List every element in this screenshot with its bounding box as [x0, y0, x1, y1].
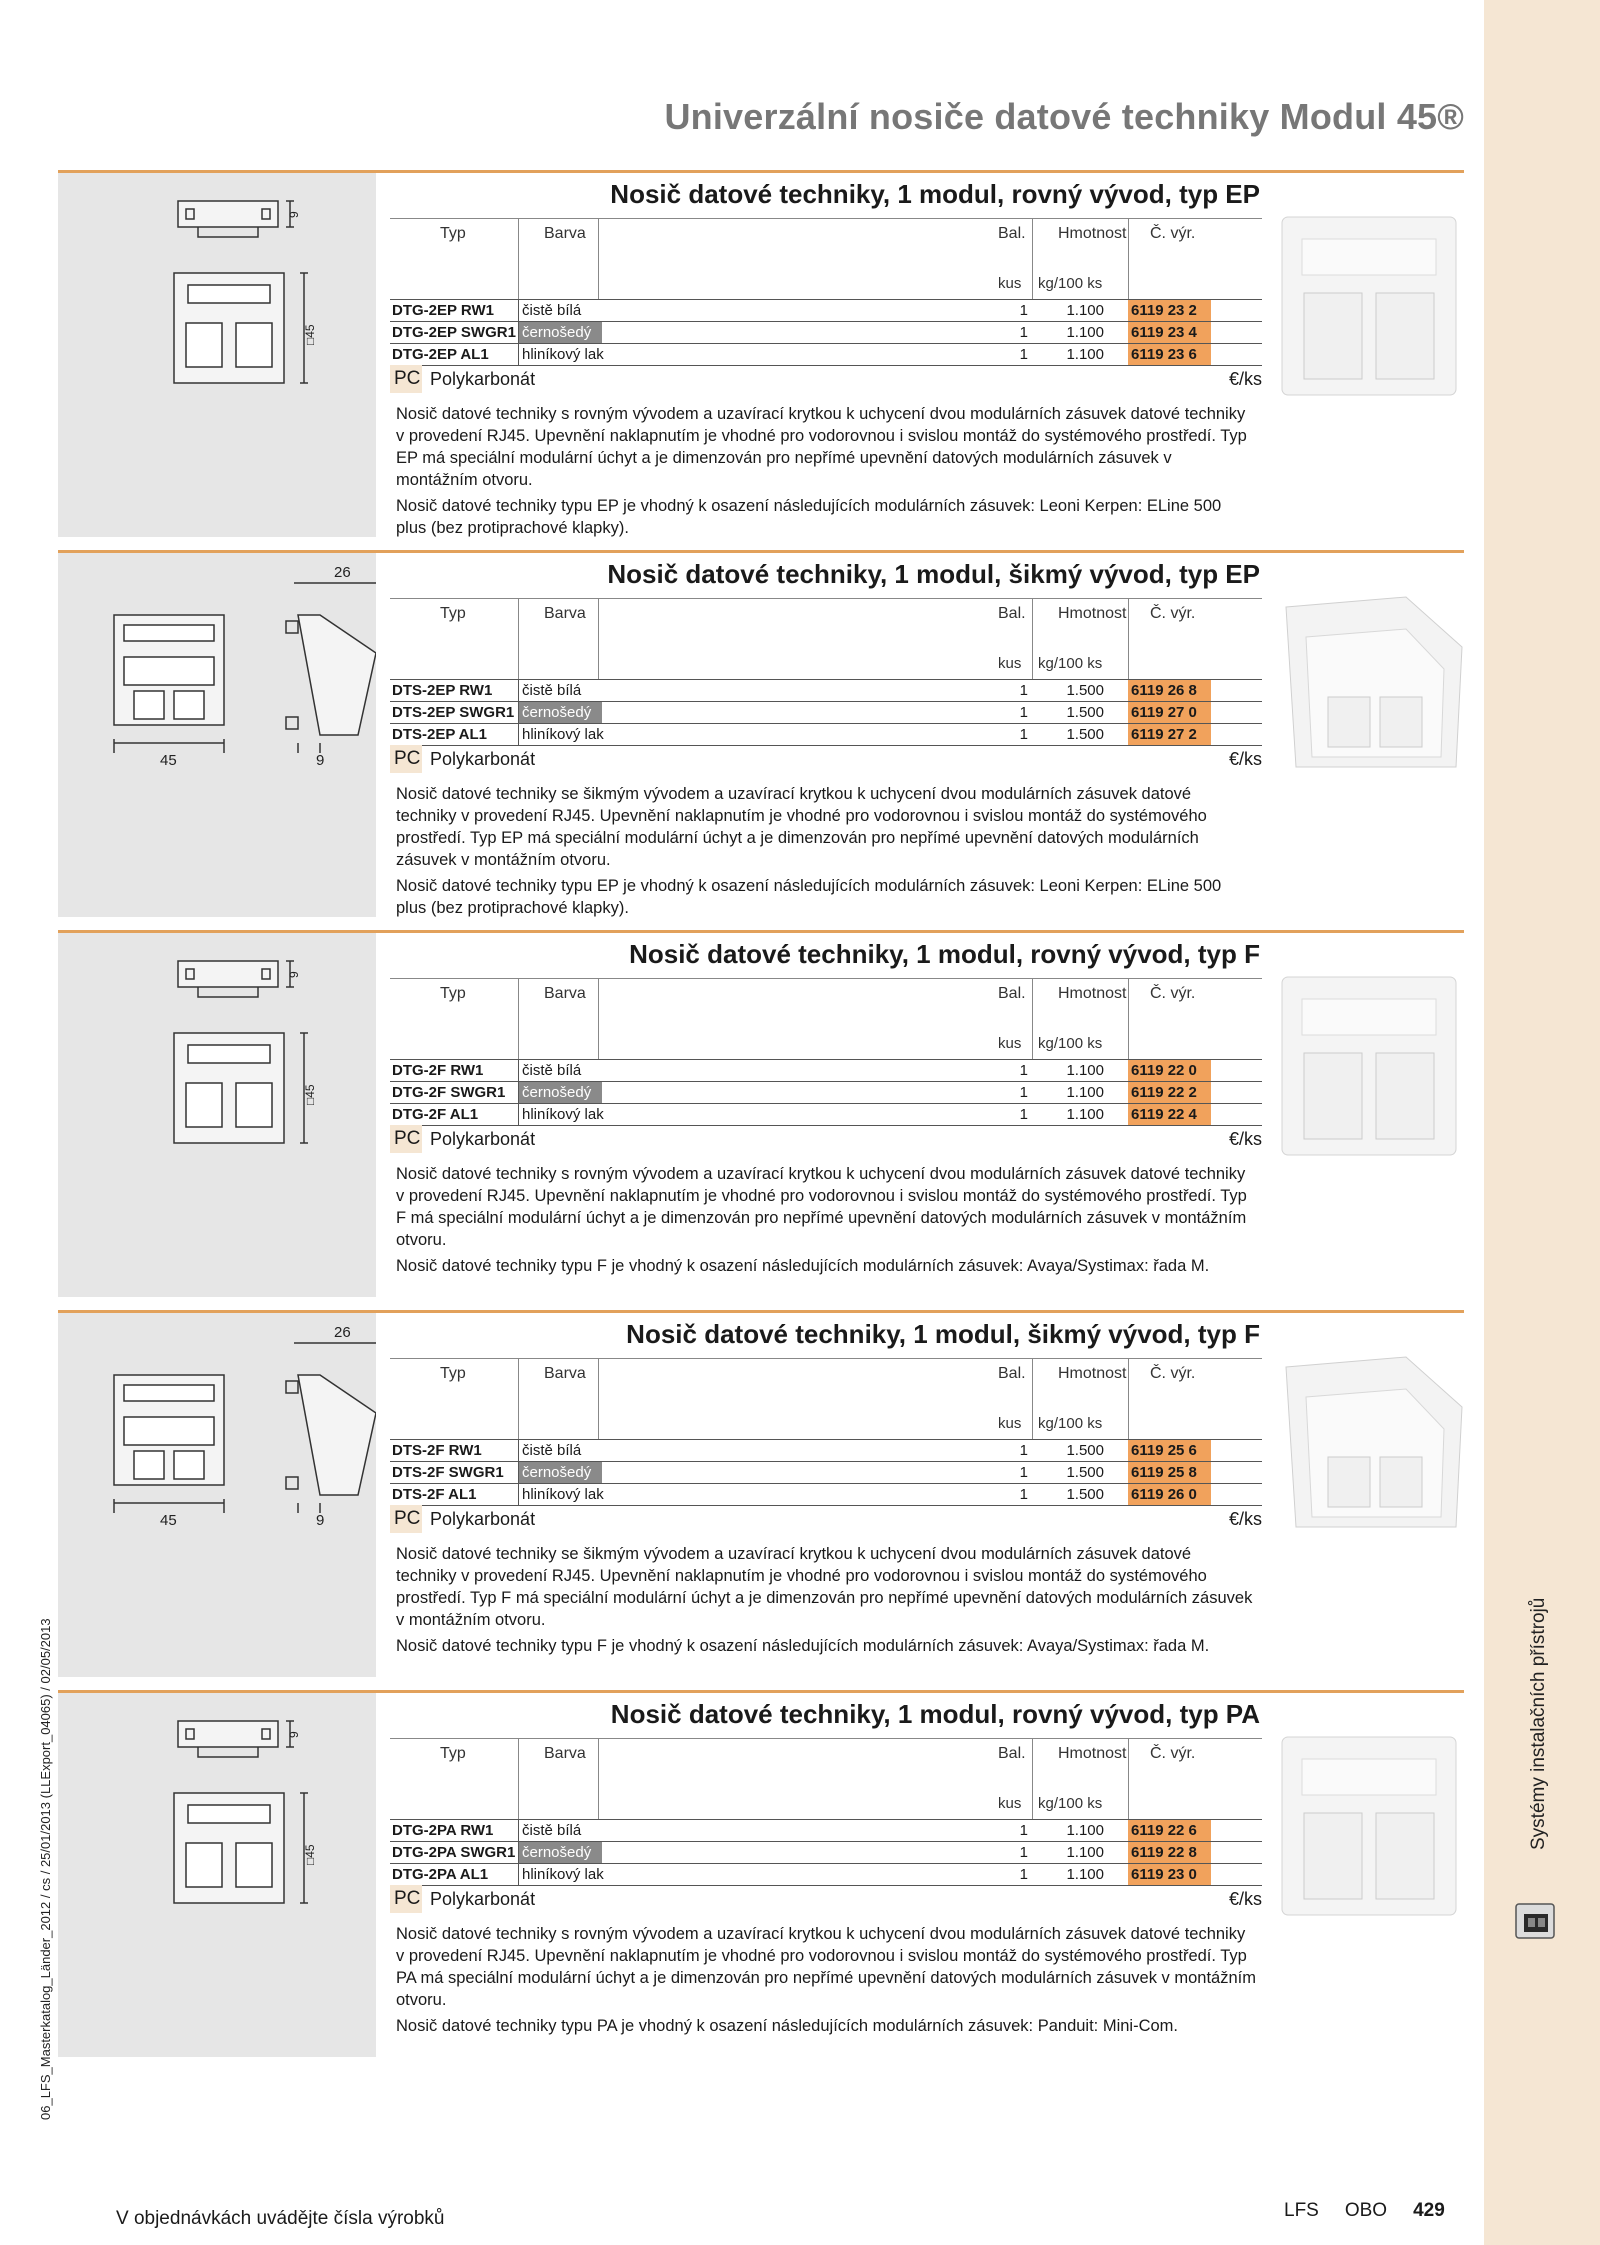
material-name: Polykarbonát: [430, 369, 536, 389]
product-type: DTS-2EP SWGR1: [392, 704, 515, 721]
article-number: 6119 22 2: [1128, 1082, 1211, 1103]
product-photo-straight: [1266, 1729, 1476, 1929]
dim-depth-label: 9: [287, 211, 301, 218]
divider: [518, 599, 519, 679]
weight-value: 1.100: [1066, 1062, 1104, 1079]
product-type: DTG-2PA RW1: [392, 1822, 494, 1839]
weight-value: 1.500: [1066, 1486, 1104, 1503]
footer-brand: LFS: [1284, 2200, 1319, 2221]
drawing-panel: [58, 1693, 376, 2057]
product-color: hliníkový lak: [518, 1104, 602, 1125]
price-unit: €/ks: [1228, 369, 1262, 389]
product-color: hliníkový lak: [518, 1864, 602, 1885]
technical-drawing-straight: [58, 173, 376, 413]
divider: [1128, 1739, 1129, 1819]
divider: [1032, 219, 1033, 299]
article-number: 6119 27 0: [1128, 702, 1211, 723]
divider: [1032, 979, 1033, 1059]
product-color: čistě bílá: [518, 1060, 602, 1081]
product-description: [396, 783, 1256, 923]
table-row: [390, 723, 1262, 746]
product-color: čistě bílá: [518, 1440, 602, 1461]
product-section: [58, 1690, 1464, 2073]
unit-bal: kus: [998, 275, 1022, 292]
weight-value: 1.100: [1066, 1866, 1104, 1883]
drawing-panel: [58, 173, 376, 537]
product-type: DTG-2EP AL1: [392, 346, 489, 363]
description-paragraph: Nosič datové techniky se šikmým vývodem a uzavírací krytkou k uchycení dvou modulárních zásuvek datové techniky v provedení RJ45. Upevnění naklapnutím je vhodné pro vodorovnou i svislou montáž do systémového prostředí. Typ F má speciální modulární úchyt a je dimenzován pro nepřímé upevnění datových modulárních zásuvek v montážním otvoru.: [396, 1545, 1253, 1629]
product-photo-straight: [1266, 969, 1476, 1169]
product-type: DTG-2PA SWGR1: [392, 1844, 516, 1861]
footer-brand-line: [1284, 2200, 1445, 2222]
col-bal: Bal.: [998, 225, 1026, 242]
product-table: [390, 1738, 1262, 1886]
divider: [518, 1739, 519, 1819]
package-qty: 1: [1019, 682, 1028, 699]
product-type: DTG-2EP SWGR1: [392, 324, 516, 341]
unit-bal: kus: [998, 655, 1022, 672]
table-row: [390, 1103, 1262, 1126]
divider: [1032, 1359, 1033, 1439]
dim-width-label: 26: [334, 564, 351, 581]
article-number: 6119 23 4: [1128, 322, 1211, 343]
material-code: PC: [390, 745, 422, 773]
product-color: černošedý: [518, 322, 602, 343]
table-row: [390, 299, 1262, 321]
col-hmotnost: Hmotnost: [1058, 985, 1127, 1002]
product-photo-straight: [1266, 209, 1476, 409]
table-header: [390, 978, 1262, 1059]
weight-value: 1.100: [1066, 1844, 1104, 1861]
page-title: Univerzální nosiče datové techniky Modul 45®: [664, 96, 1464, 137]
section-title: Nosič datové techniky, 1 modul, rovný vývod, typ F: [629, 939, 1260, 969]
description-paragraph: Nosič datové techniky se šikmým vývodem a uzavírací krytkou k uchycení dvou modulárních zásuvek datové techniky v provedení RJ45. Upevnění naklapnutím je vhodné pro vodorovnou i svislou montáž do systémového prostředí. Typ EP má speciální modulární úchyt a je dimenzován pro nepřímé upevnění datových modulárních zásuvek v montážním otvoru.: [396, 785, 1207, 869]
product-table: [390, 218, 1262, 366]
col-cislo: Č. výr.: [1150, 225, 1196, 242]
table-row: [390, 701, 1262, 723]
price-unit: €/ks: [1228, 1889, 1262, 1909]
weight-value: 1.100: [1066, 302, 1104, 319]
description-paragraph: Nosič datové techniky s rovným vývodem a uzavírací krytkou k uchycení dvou modulárních zásuvek datové techniky v provedení RJ45. Upevnění naklapnutím je vhodné pro vodorovnou i svislou montáž do systémového prostředí. Typ F má speciální modulární úchyt a je dimenzován pro nepřímé upevnění datových modulárních zásuvek v montážním otvoru.: [396, 1165, 1247, 1249]
compatibility-paragraph: Nosič datové techniky typu F je vhodný k osazení následujících modulárních zásuvek: Avaya/Systimax: řada M.: [396, 1637, 1210, 1655]
weight-value: 1.500: [1066, 1464, 1104, 1481]
package-qty: 1: [1019, 1486, 1028, 1503]
package-qty: 1: [1019, 1844, 1028, 1861]
material-code: PC: [390, 1885, 422, 1913]
dim-depth-label: 9: [316, 1512, 325, 1529]
material-row: [390, 745, 1262, 773]
col-typ: Typ: [440, 605, 466, 622]
package-qty: 1: [1019, 346, 1028, 363]
product-description: [396, 1163, 1256, 1281]
product-type: DTS-2F AL1: [392, 1486, 477, 1503]
package-qty: 1: [1019, 302, 1028, 319]
drawing-panel: [58, 933, 376, 1297]
weight-value: 1.100: [1066, 324, 1104, 341]
drawing-panel: [58, 1313, 376, 1677]
material-row: [390, 365, 1262, 393]
col-bal: Bal.: [998, 985, 1026, 1002]
product-type: DTS-2F RW1: [392, 1442, 482, 1459]
table-header: [390, 1358, 1262, 1439]
product-type: DTS-2F SWGR1: [392, 1464, 504, 1481]
footer-company: OBO: [1344, 2200, 1388, 2221]
package-qty: 1: [1019, 1062, 1028, 1079]
col-cislo: Č. výr.: [1150, 985, 1196, 1002]
table-row: [390, 343, 1262, 366]
weight-value: 1.100: [1066, 1106, 1104, 1123]
section-title: Nosič datové techniky, 1 modul, rovný vývod, typ EP: [610, 179, 1260, 209]
col-barva: Barva: [544, 1745, 586, 1762]
product-color: černošedý: [518, 1842, 602, 1863]
col-hmotnost: Hmotnost: [1058, 1745, 1127, 1762]
unit-hmotnost: kg/100 ks: [1038, 1795, 1103, 1812]
product-section: [58, 550, 1464, 933]
col-typ: Typ: [440, 985, 466, 1002]
divider: [598, 1359, 599, 1439]
product-type: DTS-2EP RW1: [392, 682, 493, 699]
package-qty: 1: [1019, 1464, 1028, 1481]
compatibility-paragraph: Nosič datové techniky typu EP je vhodný k osazení následujících modulárních zásuvek: Leoni Kerpen: ELine 500 plus (bez protiprachové klapky).: [396, 497, 1222, 537]
unit-bal: kus: [998, 1035, 1022, 1052]
table-row: [390, 1059, 1262, 1081]
technical-drawing-straight: [58, 933, 376, 1173]
package-qty: 1: [1019, 1084, 1028, 1101]
divider: [1032, 599, 1033, 679]
product-description: [396, 1923, 1256, 2041]
weight-value: 1.500: [1066, 726, 1104, 743]
weight-value: 1.100: [1066, 1084, 1104, 1101]
weight-value: 1.100: [1066, 1822, 1104, 1839]
divider: [598, 599, 599, 679]
product-type: DTG-2F AL1: [392, 1106, 479, 1123]
table-header: [390, 598, 1262, 679]
divider: [518, 979, 519, 1059]
product-color: čistě bílá: [518, 300, 602, 321]
table-row: [390, 1483, 1262, 1506]
article-number: 6119 22 6: [1128, 1820, 1211, 1841]
product-section: [58, 1310, 1464, 1693]
price-unit: €/ks: [1228, 1129, 1262, 1149]
price-unit: €/ks: [1228, 749, 1262, 769]
product-type: DTG-2F RW1: [392, 1062, 484, 1079]
col-hmotnost: Hmotnost: [1058, 1365, 1127, 1382]
divider: [1128, 599, 1129, 679]
product-type: DTG-2PA AL1: [392, 1866, 489, 1883]
divider: [518, 1359, 519, 1439]
product-table: [390, 978, 1262, 1126]
article-number: 6119 22 8: [1128, 1842, 1211, 1863]
dim-width-label: 26: [334, 1324, 351, 1341]
technical-drawing-slanted: [58, 553, 376, 793]
divider: [1128, 979, 1129, 1059]
col-cislo: Č. výr.: [1150, 1365, 1196, 1382]
side-category-label: [1528, 1830, 1550, 1850]
description-paragraph: Nosič datové techniky s rovným vývodem a uzavírací krytkou k uchycení dvou modulárních zásuvek datové techniky v provedení RJ45. Upevnění naklapnutím je vhodné pro vodorovnou i svislou montáž do systémového prostředí. Typ EP má speciální modulární úchyt a je dimenzován pro nepřímé upevnění datových modulárních zásuvek v montážním otvoru.: [396, 405, 1247, 489]
material-code: PC: [390, 1125, 422, 1153]
col-typ: Typ: [440, 1745, 466, 1762]
table-row: [390, 1439, 1262, 1461]
article-number: 6119 25 6: [1128, 1440, 1211, 1461]
article-number: 6119 22 4: [1128, 1104, 1211, 1125]
package-qty: 1: [1019, 1866, 1028, 1883]
product-color: černošedý: [518, 702, 602, 723]
product-photo-slanted: [1266, 1337, 1476, 1537]
compatibility-paragraph: Nosič datové techniky typu F je vhodný k osazení následujících modulárních zásuvek: Avaya/Systimax: řada M.: [396, 1257, 1210, 1275]
product-description: [396, 403, 1256, 543]
divider: [598, 219, 599, 299]
unit-hmotnost: kg/100 ks: [1038, 275, 1103, 292]
table-header: [390, 218, 1262, 299]
divider: [598, 979, 599, 1059]
article-number: 6119 26 8: [1128, 680, 1211, 701]
product-section: [58, 170, 1464, 553]
unit-hmotnost: kg/100 ks: [1038, 1035, 1103, 1052]
material-name: Polykarbonát: [430, 1889, 536, 1909]
material-row: [390, 1885, 1262, 1913]
package-qty: 1: [1019, 324, 1028, 341]
product-color: hliníkový lak: [518, 724, 602, 745]
product-photo-slanted: [1266, 577, 1476, 777]
table-row: [390, 321, 1262, 343]
col-barva: Barva: [544, 985, 586, 1002]
table-row: [390, 1863, 1262, 1886]
product-type: DTG-2EP RW1: [392, 302, 494, 319]
material-name: Polykarbonát: [430, 1129, 536, 1149]
price-unit: €/ks: [1228, 1509, 1262, 1529]
article-number: 6119 27 2: [1128, 724, 1211, 745]
table-header: [390, 1738, 1262, 1819]
product-type: DTS-2EP AL1: [392, 726, 488, 743]
page-number: 429: [1413, 2200, 1445, 2221]
package-qty: 1: [1019, 726, 1028, 743]
footer-order-note: V objednávkách uvádějte čísla výrobků: [116, 2208, 445, 2229]
table-row: [390, 1841, 1262, 1863]
product-type: DTG-2F SWGR1: [392, 1084, 506, 1101]
table-row: [390, 1461, 1262, 1483]
dim-depth-label: 9: [287, 971, 301, 978]
col-barva: Barva: [544, 605, 586, 622]
technical-drawing-slanted: [58, 1313, 376, 1553]
dim-size-label: □45: [303, 324, 317, 345]
dim-size-label: □45: [303, 1084, 317, 1105]
divider: [518, 219, 519, 299]
col-hmotnost: Hmotnost: [1058, 605, 1127, 622]
material-code: PC: [390, 1505, 422, 1533]
col-barva: Barva: [544, 225, 586, 242]
section-title: Nosič datové techniky, 1 modul, rovný vývod, typ PA: [610, 1699, 1260, 1729]
dim-front-label: 45: [160, 1512, 177, 1529]
col-bal: Bal.: [998, 605, 1026, 622]
material-name: Polykarbonát: [430, 749, 536, 769]
section-title: Nosič datové techniky, 1 modul, šikmý vývod, typ F: [626, 1319, 1260, 1349]
article-number: 6119 23 0: [1128, 1864, 1211, 1885]
weight-value: 1.500: [1066, 704, 1104, 721]
product-table: [390, 598, 1262, 746]
article-number: 6119 23 2: [1128, 300, 1211, 321]
material-row: [390, 1505, 1262, 1533]
product-color: černošedý: [518, 1462, 602, 1483]
col-cislo: Č. výr.: [1150, 1745, 1196, 1762]
col-hmotnost: Hmotnost: [1058, 225, 1127, 242]
unit-hmotnost: kg/100 ks: [1038, 1415, 1103, 1432]
product-color: čistě bílá: [518, 1820, 602, 1841]
compatibility-paragraph: Nosič datové techniky typu EP je vhodný k osazení následujících modulárních zásuvek: Leoni Kerpen: ELine 500 plus (bez protiprachové klapky).: [396, 877, 1222, 917]
product-description: [396, 1543, 1256, 1661]
unit-hmotnost: kg/100 ks: [1038, 655, 1103, 672]
dim-depth-label: 9: [316, 752, 325, 769]
package-qty: 1: [1019, 704, 1028, 721]
table-row: [390, 1819, 1262, 1841]
product-color: černošedý: [518, 1082, 602, 1103]
description-paragraph: Nosič datové techniky s rovným vývodem a uzavírací krytkou k uchycení dvou modulárních zásuvek datové techniky v provedení RJ45. Upevnění naklapnutím je vhodné pro vodorovnou i svislou montáž do systémového prostředí. Typ PA má speciální modulární úchyt a je dimenzován pro nepřímé upevnění datových modulárních zásuvek v montážním otvoru.: [396, 1925, 1256, 2009]
weight-value: 1.100: [1066, 346, 1104, 363]
drawing-panel: [58, 553, 376, 917]
table-row: [390, 1081, 1262, 1103]
material-code: PC: [390, 365, 422, 393]
package-qty: 1: [1019, 1822, 1028, 1839]
divider: [1128, 1359, 1129, 1439]
col-typ: Typ: [440, 225, 466, 242]
divider: [1128, 219, 1129, 299]
table-row: [390, 679, 1262, 701]
article-number: 6119 23 6: [1128, 344, 1211, 365]
divider: [1032, 1739, 1033, 1819]
article-number: 6119 26 0: [1128, 1484, 1211, 1505]
dim-depth-label: 9: [287, 1731, 301, 1738]
col-bal: Bal.: [998, 1365, 1026, 1382]
section-title: Nosič datové techniky, 1 modul, šikmý vývod, typ EP: [607, 559, 1260, 589]
weight-value: 1.500: [1066, 682, 1104, 699]
socket-module-icon: [1512, 1900, 1562, 1944]
compatibility-paragraph: Nosič datové techniky typu PA je vhodný k osazení následujících modulárních zásuvek: Panduit: Mini-Com.: [396, 2017, 1179, 2035]
col-typ: Typ: [440, 1365, 466, 1382]
product-color: čistě bílá: [518, 680, 602, 701]
product-color: hliníkový lak: [518, 344, 602, 365]
package-qty: 1: [1019, 1442, 1028, 1459]
catalog-meta-text: 06_LFS_Masterkatalog_Länder_2012 / cs / 25/01/2013 (LLExport_04065) / 02/05/2013: [38, 1618, 53, 2120]
technical-drawing-straight: [58, 1693, 376, 1933]
material-row: [390, 1125, 1262, 1153]
unit-bal: kus: [998, 1795, 1022, 1812]
dim-front-label: 45: [160, 752, 177, 769]
col-barva: Barva: [544, 1365, 586, 1382]
divider: [598, 1739, 599, 1819]
article-number: 6119 22 0: [1128, 1060, 1211, 1081]
unit-bal: kus: [998, 1415, 1022, 1432]
product-color: hliníkový lak: [518, 1484, 602, 1505]
package-qty: 1: [1019, 1106, 1028, 1123]
col-bal: Bal.: [998, 1745, 1026, 1762]
article-number: 6119 25 8: [1128, 1462, 1211, 1483]
material-name: Polykarbonát: [430, 1509, 536, 1529]
dim-size-label: □45: [303, 1844, 317, 1865]
col-cislo: Č. výr.: [1150, 605, 1196, 622]
weight-value: 1.500: [1066, 1442, 1104, 1459]
product-section: [58, 930, 1464, 1313]
product-table: [390, 1358, 1262, 1506]
